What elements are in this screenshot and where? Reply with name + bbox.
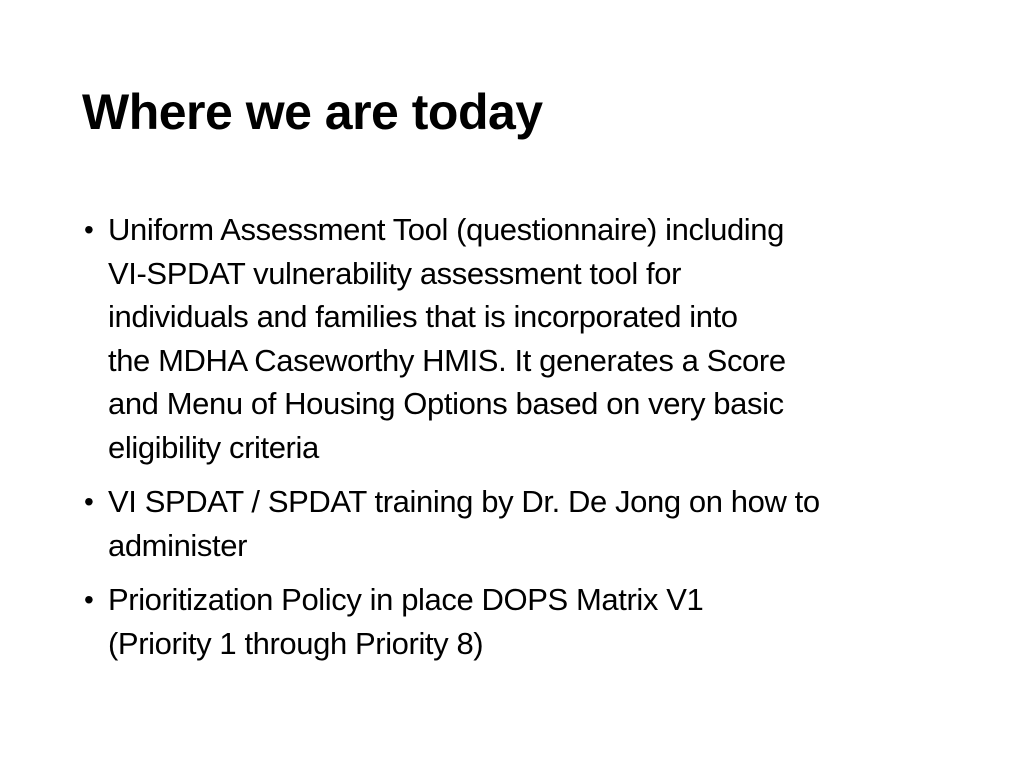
- bullet-text-line: the MDHA Caseworthy HMIS. It generates a Score: [108, 342, 786, 378]
- slide-title: Where we are today: [82, 84, 543, 140]
- bullet-text-line: VI-SPDAT vulnerability assessment tool for: [108, 255, 682, 291]
- bullet-text-line: VI SPDAT / SPDAT training by Dr. De Jong on how to: [108, 484, 820, 519]
- bullet-dot-icon: •: [84, 486, 94, 517]
- bullet-item-training: [82, 480, 952, 567]
- bullet-text-line: administer: [108, 527, 247, 563]
- bullet-text-line: (Priority 1 through Priority 8): [108, 625, 484, 661]
- bullet-item-prioritization-policy: [82, 578, 952, 665]
- bullet-text-line: individuals and families that is incorporated into: [108, 299, 738, 334]
- bullet-dot-icon: •: [84, 214, 94, 245]
- bullet-text-line: Uniform Assessment Tool (questionnaire) including: [108, 212, 784, 247]
- bullet-list: [82, 208, 952, 676]
- bullet-text-line: Prioritization Policy in place DOPS Matrix V1: [108, 582, 704, 617]
- bullet-item-assessment-tool: [82, 208, 952, 469]
- bullet-dot-icon: •: [84, 584, 94, 615]
- bullet-text-line: eligibility criteria: [108, 429, 319, 465]
- bullet-text-line: and Menu of Housing Options based on very basic: [108, 386, 784, 421]
